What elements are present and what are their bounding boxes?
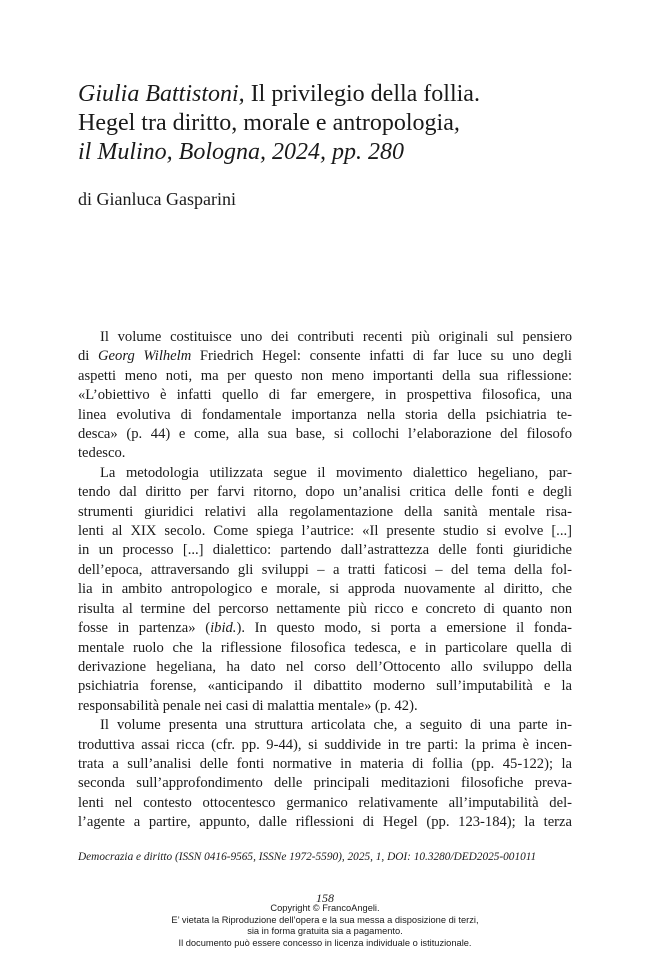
paragraph-3 (78, 716, 572, 832)
text-line: lia in ambito antropologico e morale, si approda nuovamente al diritto, che (78, 581, 572, 598)
text-line: troduttiva assai ricca (cfr. pp. 9-44), si suddivide in tre parti: la prima è incen- (78, 736, 572, 753)
text-line: l’agente a partire, appunto, dalle riflessioni di Hegel (pp. 123-184); la terza (78, 814, 572, 831)
text-line: di Georg Wilhelm Friedrich Hegel: consente infatti di far luce su uno degli (78, 348, 572, 365)
text-line: in un processo [...] dialettico: partendo dall’astrattezza delle fonti giuridiche (78, 542, 572, 559)
copyright-line: Il documento può essere concesso in licenza individuale o istituzionale. (178, 937, 472, 948)
text-line: lenti nel contesto ottocentesco germanico relativamente all’imputabilità del- (78, 794, 572, 811)
copyright-line: E’ vietata la Riproduzione dell’opera e la sua messa a disposizione di terzi, (171, 914, 479, 925)
title-comma: , (453, 110, 460, 136)
copyright-line: sia in forma gratuita sia a pagamento. (247, 926, 403, 936)
paragraph-2 (78, 464, 572, 716)
text-line: tedesco. (78, 445, 126, 462)
text-line: seconda sull’approfondimento delle principali meditazioni filosofiche preva- (78, 775, 572, 792)
journal-citation: Democrazia e diritto (ISSN 0416-9565, ISSNe 1972-5590), 2025, 1, DOI: 10.3280/DED2025-001011 (78, 851, 537, 863)
text-line: psichiatria forense, «anticipando il dibattito moderno sull’imputabilità e la (78, 678, 572, 695)
review-byline: di Gianluca Gasparini (78, 189, 236, 209)
title-line-1 (78, 80, 598, 109)
text-line: La metodologia utilizzata segue il movimento dialettico hegeliano, par- (100, 464, 572, 481)
text-line: mentale ruolo che la riflessione filosofica tedesca, e in particolare quella di (78, 639, 572, 656)
text-line: linea evolutiva di fondamentale importanza nella storia della psichiatria te- (78, 406, 572, 423)
text-line: Il volume costituisce uno dei contributi recenti più originali sul pensiero (100, 329, 572, 345)
paragraph-1 (78, 328, 572, 464)
text-line: risulta al termine del percorso nettamente più ricco e concreto di quanto non (78, 600, 572, 617)
text-line: Il volume presenta una struttura articolata che, a seguito di una parte in- (100, 717, 572, 734)
text-line: tendo dal diritto per farvi ritorno, dopo un’analisi critica delle fonti e degli (78, 484, 572, 501)
publisher-info: il Mulino, Bologna, 2024, pp. 280 (78, 139, 404, 165)
text-line: strumenti giuridici relativi alla regolamentazione della sanità mentale risa- (78, 503, 572, 520)
article-body (78, 328, 572, 833)
text-line: derivazione hegeliana, ha dato nel corso dell’Ottocento allo sviluppo della (78, 658, 572, 675)
copyright-line: Copyright © FrancoAngeli. (270, 903, 380, 913)
text-line: trata a sull’analisi delle fonti normative in materia di follia (pp. 45-122); la (78, 755, 572, 772)
review-title (78, 80, 598, 167)
book-title-part-2: Hegel tra diritto, morale e antropologia (78, 110, 454, 136)
book-title-part-1: Il privilegio della follia. (244, 81, 480, 107)
italic-ibid: ibid. (210, 620, 237, 637)
title-line-2 (78, 109, 598, 138)
title-line-3 (78, 138, 598, 167)
text-line: responsabilità penale nei casi di malattia mentale» (p. 42). (78, 697, 418, 714)
text-line: desca» (p. 44) e come, alla sua base, si collochi l’elaborazione del filosofo (78, 426, 572, 443)
book-author: Giulia Battistoni, (78, 81, 245, 107)
text-line: aspetti meno noti, ma per questo non meno importanti della sua riflessione: (78, 367, 572, 384)
text-line: dell’epoca, attraversando gli sviluppi – a tratti faticosi – del tema della fol- (78, 561, 572, 578)
copyright-notice (0, 903, 650, 949)
text-line: «L’obiettivo è infatti quello di far emergere, in prospettiva filosofica, una (78, 387, 572, 404)
text-line: lenti al XIX secolo. Come spiega l’autrice: «Il presente studio si evolve [...] (78, 523, 572, 540)
page-number: 158 (316, 891, 334, 905)
italic-name: Georg Wilhelm (98, 348, 192, 365)
text-line: fosse in partenza» (ibid.). In questo modo, si porta a emersione il fonda- (78, 620, 572, 637)
